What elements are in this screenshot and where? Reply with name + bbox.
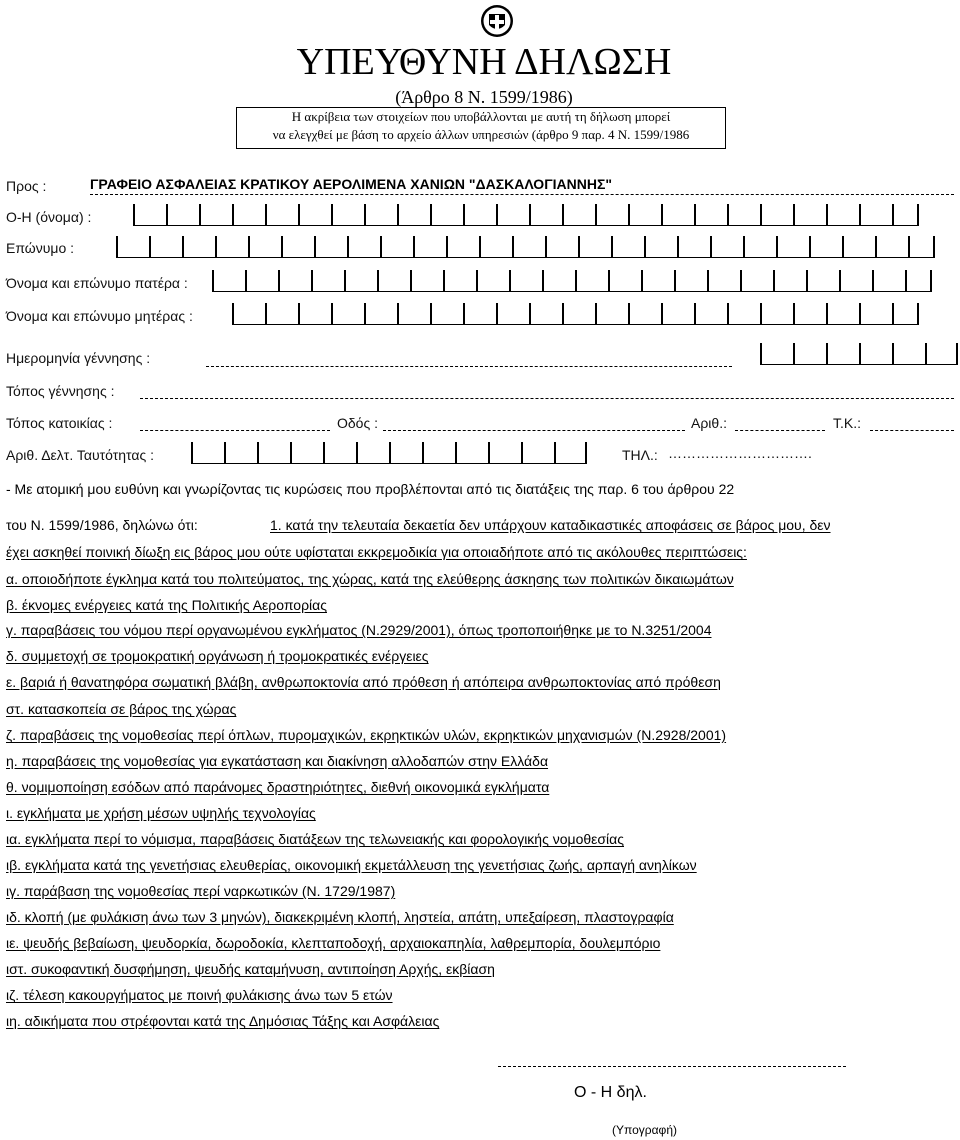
offence-item: ι. εγκλήματα με χρήση μέσων υψηλής τεχνολογίας xyxy=(6,805,316,821)
character-box[interactable] xyxy=(496,204,529,226)
offence-item: η. παραβάσεις της νομοθεσίας για εγκατάσταση και διακίνηση αλλοδαπών στην Ελλάδα xyxy=(6,753,549,769)
father-name-boxes[interactable] xyxy=(212,270,932,292)
character-box[interactable] xyxy=(562,303,595,325)
residence-label: Τόπος κατοικίας : xyxy=(6,415,113,431)
character-box[interactable] xyxy=(694,303,727,325)
surname-boxes[interactable] xyxy=(116,236,935,258)
surname-label: Επώνυμο : xyxy=(6,240,75,256)
street-label: Οδός : xyxy=(337,415,378,431)
character-box[interactable] xyxy=(191,442,224,464)
character-box[interactable] xyxy=(839,270,872,292)
to-label: Προς : xyxy=(6,178,47,194)
signature-caption: (Υπογραφή) xyxy=(612,1123,677,1137)
postcode-dotted-line[interactable] xyxy=(870,430,954,431)
character-box[interactable] xyxy=(479,236,512,258)
declaration-statement-part-2: έχει ασκηθεί ποινική δίωξη εις βάρος μου ούτε υφίσταται εκκρεμοδικία για οποιαδήποτε από τις ακόλουθες περιπτώσεις: xyxy=(6,544,747,560)
offence-item: β. έκνομες ενέργειες κατά της Πολιτικής Αεροπορίας xyxy=(6,597,327,613)
id-card-label: Αριθ. Δελτ. Ταυτότητας : xyxy=(6,447,155,463)
character-box[interactable] xyxy=(397,303,430,325)
character-box[interactable] xyxy=(529,303,562,325)
character-box[interactable] xyxy=(463,303,496,325)
greek-emblem-icon xyxy=(480,4,514,38)
character-box[interactable] xyxy=(298,204,331,226)
character-box[interactable] xyxy=(257,442,290,464)
character-box[interactable] xyxy=(364,303,397,325)
character-box[interactable] xyxy=(410,270,443,292)
character-box[interactable] xyxy=(463,204,496,226)
phone-dotted-field[interactable]: …………………………. xyxy=(668,445,812,461)
character-box[interactable] xyxy=(908,236,935,258)
character-box[interactable] xyxy=(166,204,199,226)
character-box[interactable] xyxy=(743,236,776,258)
character-box[interactable] xyxy=(232,204,265,226)
date-dotted-line[interactable] xyxy=(498,1066,846,1067)
character-box[interactable] xyxy=(446,236,479,258)
character-box[interactable] xyxy=(232,303,265,325)
offence-item: ιδ. κλοπή (με φυλάκιση άνω των 3 μηνών), διακεκριμένη κλοπή, ληστεία, απάτη, υπεξαίρεση, πλαστογραφία xyxy=(6,909,674,925)
mother-name-boxes[interactable] xyxy=(232,303,919,325)
street-dotted-line[interactable] xyxy=(383,430,685,431)
character-box[interactable] xyxy=(694,204,727,226)
character-box[interactable] xyxy=(476,270,509,292)
recipient-underline xyxy=(90,194,954,195)
offence-item: ιστ. συκοφαντική δυσφήμηση, ψευδής καταμήνυση, αντιποίηση Αρχής, εκβίαση xyxy=(6,961,495,977)
verification-note-box xyxy=(236,107,726,149)
character-box[interactable] xyxy=(826,303,859,325)
declaration-statement-part-1: 1. κατά την τελευταία δεκαετία δεν υπάρχουν καταδικαστικές αποφάσεις σε βάρος μου, δεν xyxy=(270,517,831,533)
character-box[interactable] xyxy=(430,204,463,226)
character-box[interactable] xyxy=(661,303,694,325)
character-box[interactable] xyxy=(842,236,875,258)
father-name-label: Όνομα και επώνυμο πατέρα : xyxy=(6,275,188,291)
character-box[interactable] xyxy=(773,270,806,292)
address-number-dotted-line[interactable] xyxy=(735,430,825,431)
character-box[interactable] xyxy=(760,343,793,365)
address-number-label: Αριθ.: xyxy=(691,415,727,431)
character-box[interactable] xyxy=(545,236,578,258)
character-box[interactable] xyxy=(397,204,430,226)
character-box[interactable] xyxy=(628,204,661,226)
character-box[interactable] xyxy=(413,236,446,258)
character-box[interactable] xyxy=(347,236,380,258)
character-box[interactable] xyxy=(311,270,344,292)
birth-place-label: Τόπος γέννησης : xyxy=(6,383,115,399)
character-box[interactable] xyxy=(488,442,521,464)
page-title: ΥΠΕΥΘΥΝΗ ΔΗΛΩΣΗ xyxy=(296,41,672,83)
character-box[interactable] xyxy=(509,270,542,292)
character-box[interactable] xyxy=(364,204,397,226)
id-card-boxes[interactable] xyxy=(191,442,587,464)
character-box[interactable] xyxy=(380,236,413,258)
character-box[interactable] xyxy=(116,236,149,258)
character-box[interactable] xyxy=(314,236,347,258)
character-box[interactable] xyxy=(562,204,595,226)
character-box[interactable] xyxy=(281,236,314,258)
offence-item: ια. εγκλήματα περί το νόμισμα, παραβάσεις διατάξεων της τελωνειακής και φορολογικής νομοθεσίας xyxy=(6,831,624,847)
name-label: Ο-Η (όνομα) : xyxy=(6,209,92,225)
character-box[interactable] xyxy=(323,442,356,464)
recipient-authority: ΓΡΑΦΕΙΟ ΑΣΦΑΛΕΙΑΣ ΚΡΑΤΙΚΟΥ ΑΕΡΟΛΙΜΕΝΑ ΧΑΝΙΩΝ "ΔΑΣΚΑΛΟΓΙΑΝΝΗΣ" xyxy=(90,176,612,192)
character-box[interactable] xyxy=(872,270,905,292)
character-box[interactable] xyxy=(265,204,298,226)
offence-item: α. οποιοδήποτε έγκλημα κατά του πολιτεύματος, της χώρας, κατά της ελεύθερης άσκησης των πολιτικών δικαιωμάτων xyxy=(6,571,734,587)
character-box[interactable] xyxy=(611,236,644,258)
character-box[interactable] xyxy=(298,303,331,325)
character-box[interactable] xyxy=(133,204,166,226)
character-box[interactable] xyxy=(182,236,215,258)
character-box[interactable] xyxy=(892,204,919,226)
character-box[interactable] xyxy=(443,270,476,292)
character-box[interactable] xyxy=(826,343,859,365)
character-box[interactable] xyxy=(793,303,826,325)
character-box[interactable] xyxy=(727,303,760,325)
character-box[interactable] xyxy=(859,343,892,365)
character-box[interactable] xyxy=(760,204,793,226)
character-box[interactable] xyxy=(542,270,575,292)
character-box[interactable] xyxy=(248,236,281,258)
character-box[interactable] xyxy=(760,303,793,325)
offence-item: ε. βαριά ή θανατηφόρα σωματική βλάβη, ανθρωποκτονία από πρόθεση ή απόπειρα ανθρωποκτονίας από πρόθεση xyxy=(6,674,721,690)
character-box[interactable] xyxy=(521,442,554,464)
character-box[interactable] xyxy=(875,236,908,258)
character-box[interactable] xyxy=(826,204,859,226)
character-box[interactable] xyxy=(331,303,364,325)
character-box[interactable] xyxy=(793,343,826,365)
character-box[interactable] xyxy=(344,270,377,292)
birth-date-boxes[interactable] xyxy=(760,343,958,365)
character-box[interactable] xyxy=(628,303,661,325)
character-box[interactable] xyxy=(199,204,232,226)
character-box[interactable] xyxy=(389,442,422,464)
legal-article-reference: (Άρθρο 8 Ν. 1599/1986) xyxy=(395,87,573,107)
character-box[interactable] xyxy=(265,303,298,325)
note-line-2: να ελεγχθεί με βάση το αρχείο άλλων υπηρεσιών (άρθρο 9 παρ. 4 Ν. 1599/1986 xyxy=(272,127,690,142)
offence-item: ιη. αδικήματα που στρέφονται κατά της Δημόσιας Τάξης και Ασφάλειας xyxy=(6,1013,440,1029)
character-box[interactable] xyxy=(224,442,257,464)
character-box[interactable] xyxy=(892,343,925,365)
character-box[interactable] xyxy=(710,236,743,258)
character-box[interactable] xyxy=(377,270,410,292)
character-box[interactable] xyxy=(859,303,892,325)
offence-item: ζ. παραβάσεις της νομοθεσίας περί όπλων, πυρομαχικών, εκρηκτικών υλών, εκρηκτικών μηχανισμών (Ν.2928/2001) xyxy=(6,727,727,743)
character-box[interactable] xyxy=(776,236,809,258)
offence-item: θ. νομιμοποίηση εσόδων από παράνομες δραστηριότητες, διεθνή οικονομικά εγκλήματα xyxy=(6,779,550,795)
phone-label: ΤΗΛ.: xyxy=(622,447,658,463)
character-box[interactable] xyxy=(331,204,364,226)
character-box[interactable] xyxy=(905,270,932,292)
character-box[interactable] xyxy=(595,303,628,325)
character-box[interactable] xyxy=(422,442,455,464)
postcode-label: Τ.Κ.: xyxy=(833,415,862,431)
character-box[interactable] xyxy=(430,303,463,325)
offence-item: γ. παραβάσεις του νόμου περί οργανωμένου εγκλήματος (Ν.2929/2001), όπως τροποποιήθηκε με το Ν.3251/2004 xyxy=(6,622,712,638)
character-box[interactable] xyxy=(554,442,587,464)
character-box[interactable] xyxy=(809,236,842,258)
character-box[interactable] xyxy=(608,270,641,292)
character-box[interactable] xyxy=(707,270,740,292)
character-box[interactable] xyxy=(641,270,674,292)
character-box[interactable] xyxy=(215,236,248,258)
offence-item: ιγ. παράβαση της νομοθεσίας περί ναρκωτικών (Ν. 1729/1987) xyxy=(6,883,396,899)
character-box[interactable] xyxy=(496,303,529,325)
character-box[interactable] xyxy=(512,236,545,258)
character-box[interactable] xyxy=(859,204,892,226)
character-box[interactable] xyxy=(677,236,710,258)
offence-item: ιβ. εγκλήματα κατά της γενετήσιας ελευθερίας, οικονομική εκμετάλλευση της γενετήσιας ζωής, αρπαγή ανηλίκων xyxy=(6,857,697,873)
character-box[interactable] xyxy=(740,270,773,292)
declarant-label: Ο - Η δηλ. xyxy=(574,1084,647,1101)
character-box[interactable] xyxy=(356,442,389,464)
character-box[interactable] xyxy=(245,270,278,292)
character-box[interactable] xyxy=(892,303,919,325)
character-box[interactable] xyxy=(149,236,182,258)
offence-item: ιε. ψευδής βεβαίωση, ψευδορκία, δωροδοκία, κλεπταποδοχή, αρχαιοκαπηλία, λαθρεμπορία, δουλεμπόριο xyxy=(6,935,661,951)
birth-date-label: Ημερομηνία γέννησης : xyxy=(6,350,151,366)
character-box[interactable] xyxy=(674,270,707,292)
character-box[interactable] xyxy=(793,204,826,226)
residence-dotted-line[interactable] xyxy=(140,430,330,431)
character-box[interactable] xyxy=(529,204,562,226)
name-boxes[interactable] xyxy=(133,204,919,226)
character-box[interactable] xyxy=(278,270,311,292)
mother-name-label: Όνομα και επώνυμο μητέρας : xyxy=(6,308,193,324)
character-box[interactable] xyxy=(925,343,958,365)
character-box[interactable] xyxy=(575,270,608,292)
character-box[interactable] xyxy=(290,442,323,464)
character-box[interactable] xyxy=(644,236,677,258)
offence-item: στ. κατασκοπεία σε βάρος της χώρας xyxy=(6,701,237,717)
character-box[interactable] xyxy=(727,204,760,226)
character-box[interactable] xyxy=(661,204,694,226)
offence-item: δ. συμμετοχή σε τρομοκρατική οργάνωση ή τρομοκρατικές ενέργειες xyxy=(6,648,429,664)
character-box[interactable] xyxy=(578,236,611,258)
birth-place-dotted-line[interactable] xyxy=(140,398,954,399)
note-line-1: Η ακρίβεια των στοιχείων που υποβάλλονται με αυτή τη δήλωση μπορεί xyxy=(291,109,671,124)
character-box[interactable] xyxy=(212,270,245,292)
declaration-intro-line-1: - Με ατομική μου ευθύνη και γνωρίζοντας τις κυρώσεις που προβλέπονται από τις διατάξεις της παρ. 6 του άρθρου 22 xyxy=(6,481,735,497)
declaration-intro-line-2: του Ν. 1599/1986, δηλώνω ότι: xyxy=(6,517,198,533)
birth-date-dotted-line[interactable] xyxy=(206,366,732,367)
character-box[interactable] xyxy=(455,442,488,464)
offence-item: ιζ. τέλεση κακουργήματος με ποινή φυλάκισης άνω των 5 ετών xyxy=(6,987,393,1003)
character-box[interactable] xyxy=(595,204,628,226)
character-box[interactable] xyxy=(806,270,839,292)
